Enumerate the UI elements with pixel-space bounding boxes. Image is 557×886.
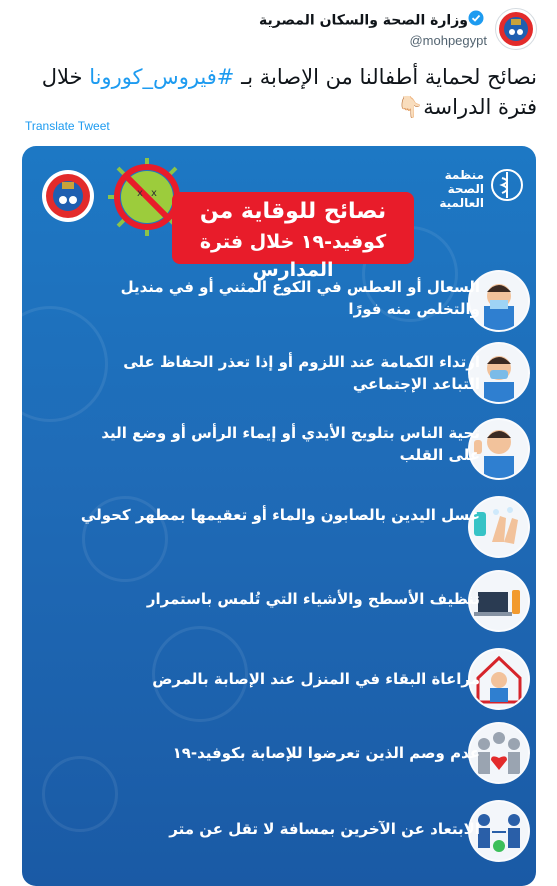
verified-badge-icon (468, 10, 484, 31)
tip-greeting: تحية الناس بتلويح الأيدي أو إيماء الرأس أو وضع اليد على القلب (101, 424, 480, 464)
infographic-title-line1: نصائح للوقاية من (199, 199, 387, 224)
tweet-text-after: خلال فترة الدراسة👇🏻 (41, 65, 537, 119)
infographic-image[interactable] (22, 146, 536, 886)
tip-mask: ارتداء الكمامة عند اللزوم أو إذا تعذر الحفاظ على التباعد الإجتماعي (123, 353, 480, 393)
translate-tweet-link[interactable]: Translate Tweet (25, 119, 110, 133)
account-handle[interactable]: @mohpegypt (409, 33, 487, 48)
tip-cough: السعال أو العطس في الكوع المثني أو في منديل والتخلص منه فورًا (120, 278, 480, 318)
tip-stay-home: مراعاة البقاء في المنزل عند الإصابة بالمرض (152, 670, 480, 688)
who-name: منظمة الصحة العالمية (439, 168, 484, 210)
hashtag-link[interactable]: #فيروس_كورونا (89, 65, 235, 89)
who-logo (416, 164, 524, 208)
tweet-header (20, 6, 537, 50)
tip-distance: الابتعاد عن الآخرين بمسافة لا تقل عن متر (169, 820, 480, 838)
infographic-title-line2: كوفيد-١٩ خلال فترة المدارس (199, 231, 387, 281)
tip-cleaning: تنظيف الأسطح والأشياء التي تُلمس باستمرار (146, 590, 480, 608)
tweet-text-before: نصائح لحماية أطفالنا من الإصابة بـ (234, 65, 537, 89)
mohp-logo-icon (42, 170, 94, 222)
tweet-text (20, 62, 537, 122)
tip-no-stigma: عدم وصم الذين تعرضوا للإصابة بكوفيد-١٩ (172, 744, 480, 762)
who-emblem-icon (490, 168, 524, 202)
svg-text:x: x (151, 188, 157, 199)
infographic-title (172, 192, 414, 281)
account-display-name[interactable]: وزارة الصحة والسكان المصرية (259, 12, 468, 29)
account-avatar[interactable] (495, 8, 537, 50)
tip-handwash: غسل اليدين بالصابون والماء أو تعقيمها بمطهر كحولي (80, 506, 480, 524)
svg-text:x: x (137, 188, 143, 199)
